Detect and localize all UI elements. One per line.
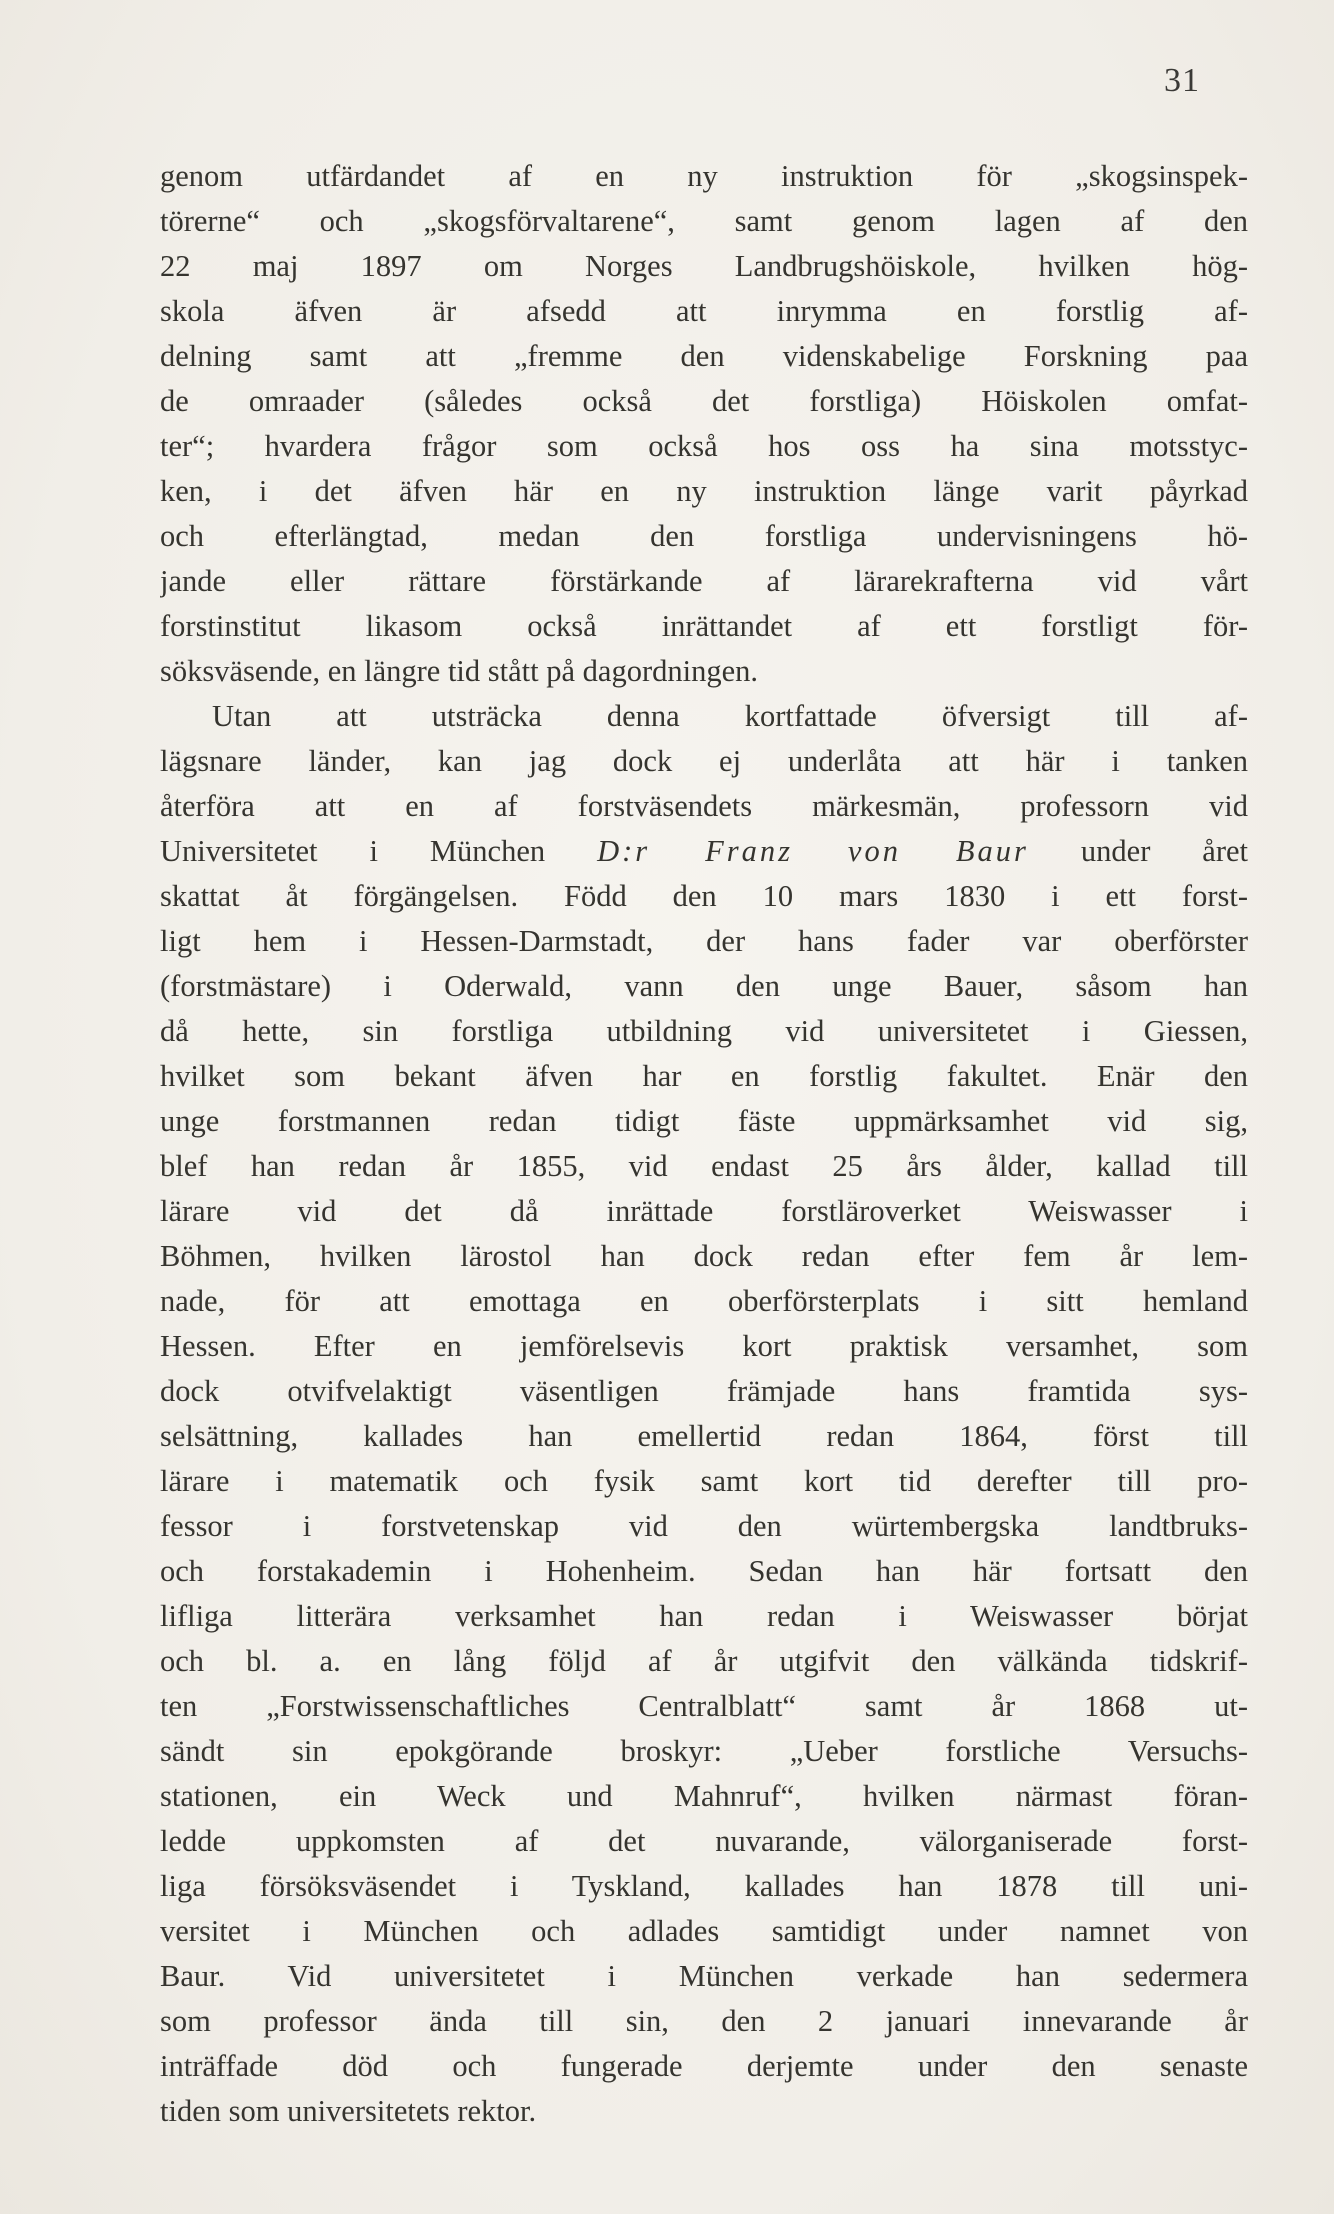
page-number: 31 [1164, 62, 1200, 99]
text-line: liga försöksväsendet i Tyskland, kallades han 1878 till uni- [160, 1869, 1248, 1903]
text-line: nade, för att emottaga en oberförsterplats i sitt hemland [160, 1284, 1248, 1318]
text-line: ledde uppkomsten af det nuvarande, välorganiserade forst- [160, 1824, 1248, 1858]
text-line: lägsnare länder, kan jag dock ej underlåta att här i tanken [160, 744, 1248, 778]
text-line: ten „Forstwissenschaftliches Centralblatt“ samt år 1868 ut- [160, 1689, 1248, 1723]
text-line: lifliga litterära verksamhet han redan i Weiswasser börjat [160, 1599, 1248, 1633]
text-line: de omraader (således också det forstliga) Höiskolen omfat- [160, 384, 1248, 418]
text-line: och bl. a. en lång följd af år utgifvit den välkända tidskrif- [160, 1644, 1248, 1678]
text-line: fessor i forstvetenskap vid den würtembergska landtbruks- [160, 1509, 1248, 1543]
text-line: delning samt att „fremme den videnskabelige Forskning paa [160, 339, 1248, 373]
text-line: skattat åt förgängelsen. Född den 10 mars 1830 i ett forst- [160, 879, 1248, 913]
text-line: dock otvifvelaktigt väsentligen främjade hans framtida sys- [160, 1374, 1248, 1408]
text-line: då hette, sin forstliga utbildning vid universitetet i Giessen, [160, 1014, 1248, 1048]
text-line: stationen, ein Weck und Mahnruf“, hvilken närmast föran- [160, 1779, 1248, 1813]
paragraph-2 [160, 694, 1248, 2134]
text-line: unge forstmannen redan tidigt fäste uppmärksamhet vid sig, [160, 1104, 1248, 1138]
text-line: ter“; hvardera frågor som också hos oss ha sina motsstyc- [160, 429, 1248, 463]
text-line: tiden som universitetets rektor. [160, 2094, 537, 2128]
body-text [160, 154, 1248, 2134]
text-line: skola äfven är afsedd att inrymma en forstlig af- [160, 294, 1248, 328]
text-line: ligt hem i Hessen-Darmstadt, der hans fader var oberförster [160, 924, 1248, 958]
text-line: Utan att utsträcka denna kortfattade öfversigt till af- [212, 699, 1248, 733]
text-line-with-name [160, 829, 1248, 874]
text-line: lärare vid det då inrättade forstläroverket Weiswasser i [160, 1194, 1248, 1228]
text-line: genom utfärdandet af en ny instruktion för „skogsinspek- [160, 159, 1248, 193]
text-line: sändt sin epokgörande broskyr: „Ueber forstliche Versuchs- [160, 1734, 1248, 1768]
text-line: och forstakademin i Hohenheim. Sedan han här fortsatt den [160, 1554, 1248, 1588]
text-line: hvilket som bekant äfven har en forstlig fakultet. Enär den [160, 1059, 1248, 1093]
text-line: söksväsende, en längre tid stått på dagordningen. [160, 654, 758, 688]
text-line: som professor ända till sin, den 2 januari innevarande år [160, 2004, 1248, 2038]
text-line: selsättning, kallades han emellertid redan 1864, först till [160, 1419, 1248, 1453]
text-fragment: under året [1080, 834, 1248, 868]
text-line: inträffade död och fungerade derjemte under den senaste [160, 2049, 1248, 2083]
text-line: Baur. Vid universitetet i München verkade han sedermera [160, 1959, 1248, 1993]
text-line: versitet i München och adlades samtidigt under namnet von [160, 1914, 1248, 1948]
text-line: törerne“ och „skogsförvaltarene“, samt genom lagen af den [160, 204, 1248, 238]
text-line: jande eller rättare förstärkande af lärarekrafterna vid vårt [160, 564, 1248, 598]
person-name: D:r Franz von Baur [597, 834, 1029, 868]
text-line: forstinstitut likasom också inrättandet af ett forstligt för- [160, 609, 1248, 643]
text-line: Hessen. Efter en jemförelsevis kort praktisk versamhet, som [160, 1329, 1248, 1363]
text-line: lärare i matematik och fysik samt kort tid derefter till pro- [160, 1464, 1248, 1498]
text-line: ken, i det äfven här en ny instruktion länge varit påyrkad [160, 474, 1248, 508]
text-fragment: Universitetet i München [160, 834, 546, 868]
text-line: blef han redan år 1855, vid endast 25 års ålder, kallad till [160, 1149, 1248, 1183]
text-line: och efterlängtad, medan den forstliga undervisningens hö- [160, 519, 1248, 553]
text-line: återföra att en af forstväsendets märkesmän, professorn vid [160, 789, 1248, 823]
text-line: Böhmen, hvilken lärostol han dock redan efter fem år lem- [160, 1239, 1248, 1273]
text-line: (forstmästare) i Oderwald, vann den unge Bauer, såsom han [160, 969, 1248, 1003]
paragraph-1 [160, 154, 1248, 694]
text-line: 22 maj 1897 om Norges Landbrugshöiskole, hvilken hög- [160, 249, 1248, 283]
